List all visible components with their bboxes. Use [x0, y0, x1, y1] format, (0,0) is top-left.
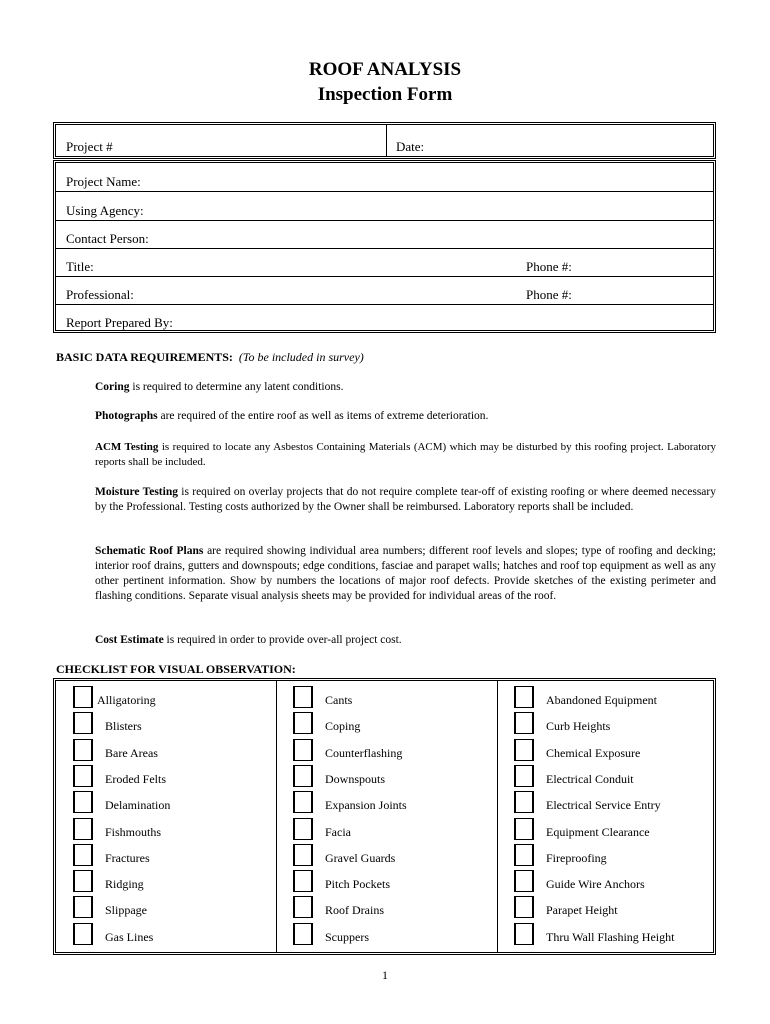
checklist-item-label: Facia [325, 824, 351, 839]
checkbox[interactable] [73, 739, 93, 761]
checklist-item-label: Bare Areas [105, 745, 158, 760]
checkbox[interactable] [514, 896, 534, 918]
requirement-acm-testing [95, 440, 716, 470]
checkbox[interactable] [514, 712, 534, 734]
checklist-item-label: Cants [325, 693, 353, 707]
checklist-item-label: Guide Wire Anchors [546, 877, 645, 892]
checkbox[interactable] [293, 923, 313, 945]
requirement-photographs [95, 409, 716, 424]
requirement-term: Coring [95, 381, 130, 393]
checkbox[interactable] [293, 844, 313, 866]
requirement-coring [95, 380, 716, 395]
title-phone-label: Phone #: [526, 259, 572, 274]
requirement-schematic-roof-plans [95, 544, 716, 604]
report-prepared-field[interactable] [56, 304, 713, 332]
checklist-item-label: Fractures [105, 850, 150, 865]
title-label: Title: [66, 259, 94, 274]
checklist-item-label: Counterflashing [325, 745, 403, 760]
checkbox[interactable] [73, 896, 93, 918]
project-name-label: Project Name: [66, 174, 141, 189]
checklist-item-label: Expansion Joints [325, 798, 407, 813]
requirement-term: Schematic Roof Plans [95, 545, 204, 557]
checklist-item-label: Thru Wall Flashing Height [546, 929, 675, 944]
professional-phone-label: Phone #: [526, 287, 572, 302]
checklist-item-label: Fishmouths [105, 824, 162, 839]
checkbox[interactable] [293, 870, 313, 892]
requirement-text: is required in order to provide over-all project cost. [163, 634, 402, 646]
checklist-heading: CHECKLIST FOR VISUAL OBSERVATION: [56, 662, 296, 676]
project-number-field[interactable] [66, 125, 113, 156]
checkbox[interactable] [293, 712, 313, 734]
report-prepared-label: Report Prepared By: [66, 315, 173, 330]
requirement-text: is required to locate any Asbestos Containing Materials (ACM) which may be disturbed by this roofing project. Laboratory reports shall be included. [95, 441, 716, 468]
checkbox[interactable] [514, 818, 534, 840]
professional-field[interactable] [56, 276, 713, 305]
checkbox[interactable] [73, 791, 93, 813]
checklist-item-label: Pitch Pockets [325, 877, 390, 892]
basic-data-heading: BASIC DATA REQUIREMENTS: (To be included in survey) [56, 350, 364, 364]
checklist-item-label: Abandoned Equipment [546, 693, 657, 707]
checklist-item-label: Equipment Clearance [546, 824, 650, 839]
basic-data-title: BASIC DATA REQUIREMENTS [56, 350, 229, 364]
checkbox[interactable] [73, 686, 93, 708]
checklist-item-label: Chemical Exposure [546, 745, 641, 760]
contact-person-label: Contact Person: [66, 231, 149, 246]
checklist-item-label: Coping [325, 719, 361, 734]
checkbox[interactable] [514, 765, 534, 787]
checkbox[interactable] [73, 712, 93, 734]
checkbox[interactable] [293, 818, 313, 840]
column-divider [497, 681, 498, 952]
table-divider [386, 125, 387, 156]
requirement-text: is required to determine any latent conditions. [129, 381, 344, 393]
checklist-item-label: Gas Lines [105, 929, 154, 944]
checkbox[interactable] [73, 844, 93, 866]
checklist-item-label: Parapet Height [546, 903, 618, 918]
form-subtitle: Inspection Form [317, 84, 453, 105]
requirement-term: Photographs [95, 410, 158, 422]
project-date-table [53, 122, 716, 159]
using-agency-field[interactable] [56, 192, 713, 221]
requirement-term: Moisture Testing [95, 486, 178, 498]
date-label: Date: [396, 139, 425, 154]
using-agency-label: Using Agency: [66, 203, 144, 218]
requirement-cost-estimate [95, 633, 716, 648]
requirement-text: is required on overlay projects that do not require complete tear-off of existing roofing or where deemed necessary by the Professional. Testing costs authorized by the Owner shall be reimbursed. Laboratory reports shall be included. [95, 486, 716, 513]
checkbox[interactable] [73, 765, 93, 787]
basic-data-note: (To be included in survey) [238, 350, 364, 364]
checkbox[interactable] [514, 686, 534, 708]
project-name-field[interactable] [56, 163, 713, 192]
checklist-item-label: Scuppers [325, 929, 369, 944]
requirement-moisture-testing [95, 485, 716, 515]
checkbox[interactable] [293, 791, 313, 813]
project-number-label: Project # [66, 139, 113, 154]
date-field[interactable] [396, 125, 424, 156]
checklist-item-label: Alligatoring [97, 693, 156, 707]
checkbox[interactable] [73, 870, 93, 892]
professional-label: Professional: [66, 287, 134, 302]
checklist-item-label: Eroded Felts [105, 771, 166, 786]
checkbox[interactable] [514, 791, 534, 813]
checklist-item-label: Delamination [105, 798, 171, 813]
checkbox[interactable] [293, 765, 313, 787]
checklist-table [53, 678, 716, 955]
checklist-item-label: Electrical Conduit [546, 771, 634, 786]
checkbox[interactable] [514, 923, 534, 945]
checklist-item-label: Curb Heights [546, 719, 611, 734]
checklist-item-label: Fireproofing [546, 850, 607, 865]
project-info-table [53, 160, 716, 333]
checklist-item-label: Blisters [105, 719, 142, 734]
checkbox[interactable] [293, 896, 313, 918]
title-field[interactable] [56, 248, 713, 277]
requirement-term: Cost Estimate [95, 634, 164, 646]
checklist-item-label: Roof Drains [325, 903, 384, 918]
checklist-item-label: Slippage [105, 903, 147, 918]
checklist-item-label: Gravel Guards [325, 850, 396, 865]
checkbox[interactable] [293, 739, 313, 761]
requirement-term: ACM Testing [95, 441, 159, 453]
checklist-item-label: Electrical Service Entry [546, 798, 661, 813]
checkbox[interactable] [73, 818, 93, 840]
checkbox[interactable] [514, 870, 534, 892]
contact-person-field[interactable] [56, 220, 713, 249]
form-title: ROOF ANALYSIS [308, 59, 462, 80]
checkbox[interactable] [514, 844, 534, 866]
checkbox[interactable] [514, 739, 534, 761]
checkbox[interactable] [293, 686, 313, 708]
checklist-item-label: Ridging [105, 877, 144, 892]
checklist-item-label: Downspouts [325, 771, 386, 786]
checklist-title: CHECKLIST FOR VISUAL OBSERVATION [56, 662, 292, 676]
requirement-text: are required of the entire roof as well as items of extreme deterioration. [157, 410, 489, 422]
page-number: 1 [382, 968, 388, 982]
column-divider [276, 681, 277, 952]
requirement-text: are required showing individual area numbers; different roof levels and slopes; type of roofing and decking; interior roof drains, gutters and downspouts; edge conditions, fasciae and parapet walls; hatches and roof top equipment as well as any other pertinent information. Show by numbers the locations of major roof defects. Provide sketches of the existing perimeter and flashing conditions. Separate visual analysis sheets may be provided for individual areas of the roof. [95, 545, 716, 602]
checkbox[interactable] [73, 923, 93, 945]
